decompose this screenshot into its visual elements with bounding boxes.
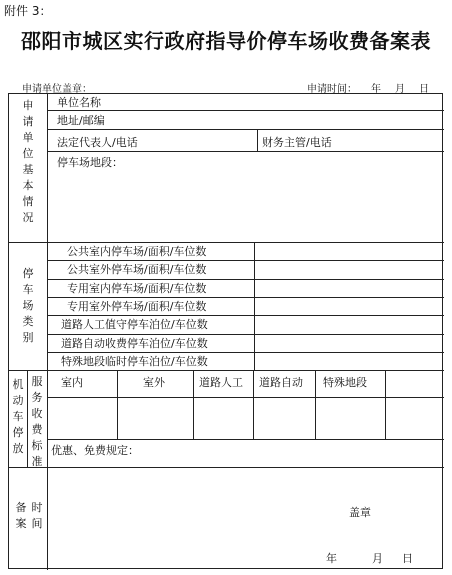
remark-month: 月 bbox=[372, 552, 383, 565]
row-finance: 财务主管/电话 bbox=[262, 136, 332, 149]
grid-line bbox=[47, 315, 444, 316]
apply-time-label: 申请时间： bbox=[307, 84, 357, 95]
grid-line bbox=[257, 129, 258, 151]
fee-col-special: 特殊地段 bbox=[323, 376, 367, 389]
type-row: 公共室内停车场/面积/车位数 bbox=[67, 245, 207, 258]
apply-year: 年 bbox=[371, 84, 381, 95]
applicant-seal-label: 申请单位盖章： bbox=[22, 84, 92, 95]
section-fee-outer-label: 机动车停放 bbox=[12, 378, 24, 455]
grid-line bbox=[47, 279, 444, 280]
grid-line bbox=[47, 151, 444, 152]
grid-line bbox=[254, 242, 255, 370]
grid-line bbox=[27, 370, 28, 467]
type-row: 专用室外停车场/面积/车位数 bbox=[67, 300, 207, 313]
seal-label: 盖章 bbox=[349, 506, 371, 519]
grid-line bbox=[315, 370, 316, 439]
row-unit-name: 单位名称 bbox=[57, 96, 101, 109]
type-row: 专用室内停车场/面积/车位数 bbox=[67, 282, 207, 295]
grid-line bbox=[47, 352, 444, 353]
grid-line bbox=[47, 439, 444, 440]
grid-line bbox=[47, 260, 444, 261]
apply-month: 月 bbox=[395, 84, 405, 95]
attachment-label: 附件 3： bbox=[4, 4, 52, 18]
row-address: 地址/邮编 bbox=[57, 114, 105, 127]
remark-day: 日 bbox=[402, 552, 413, 565]
type-row: 道路人工值守停车泊位/车位数 bbox=[61, 318, 208, 331]
grid-line bbox=[9, 370, 444, 371]
grid-line bbox=[47, 467, 48, 570]
grid-line bbox=[117, 370, 118, 439]
section-type-label: 停车场类别 bbox=[22, 267, 34, 344]
remark-label-b: 时间 bbox=[31, 501, 43, 530]
fee-col-indoor: 室内 bbox=[61, 376, 83, 389]
grid-line bbox=[193, 370, 194, 439]
grid-line bbox=[47, 297, 444, 298]
type-row: 道路自动收费停车泊位/车位数 bbox=[61, 337, 208, 350]
remark-year: 年 bbox=[326, 552, 337, 565]
type-row: 特殊地段临时停车泊位/车位数 bbox=[61, 355, 208, 368]
remark-label-a: 备案 bbox=[15, 501, 27, 530]
fee-col-outdoor: 室外 bbox=[143, 376, 165, 389]
grid-line bbox=[47, 110, 444, 111]
grid-line bbox=[9, 242, 444, 243]
fee-col-road-auto: 道路自动 bbox=[259, 376, 303, 389]
type-row: 公共室外停车场/面积/车位数 bbox=[67, 263, 207, 276]
apply-day: 日 bbox=[419, 84, 429, 95]
grid-line bbox=[385, 370, 386, 439]
row-parking-location: 停车场地段： bbox=[57, 156, 123, 169]
grid-line bbox=[47, 94, 48, 467]
section-basic-label: 申请单位基本情况 bbox=[22, 99, 34, 224]
fee-col-road-manual: 道路人工 bbox=[199, 376, 243, 389]
row-legal-rep: 法定代表人/电话 bbox=[57, 136, 138, 149]
grid-line bbox=[47, 334, 444, 335]
grid-line bbox=[9, 467, 444, 468]
discount-rule-label: 优惠、免费规定： bbox=[51, 444, 139, 457]
form-title: 邵阳市城区实行政府指导价停车场收费备案表 bbox=[21, 29, 431, 53]
grid-line bbox=[253, 370, 254, 439]
filing-table bbox=[8, 93, 443, 569]
grid-line bbox=[47, 129, 444, 130]
section-fee-inner-label: 服务收费标准 bbox=[31, 375, 43, 468]
